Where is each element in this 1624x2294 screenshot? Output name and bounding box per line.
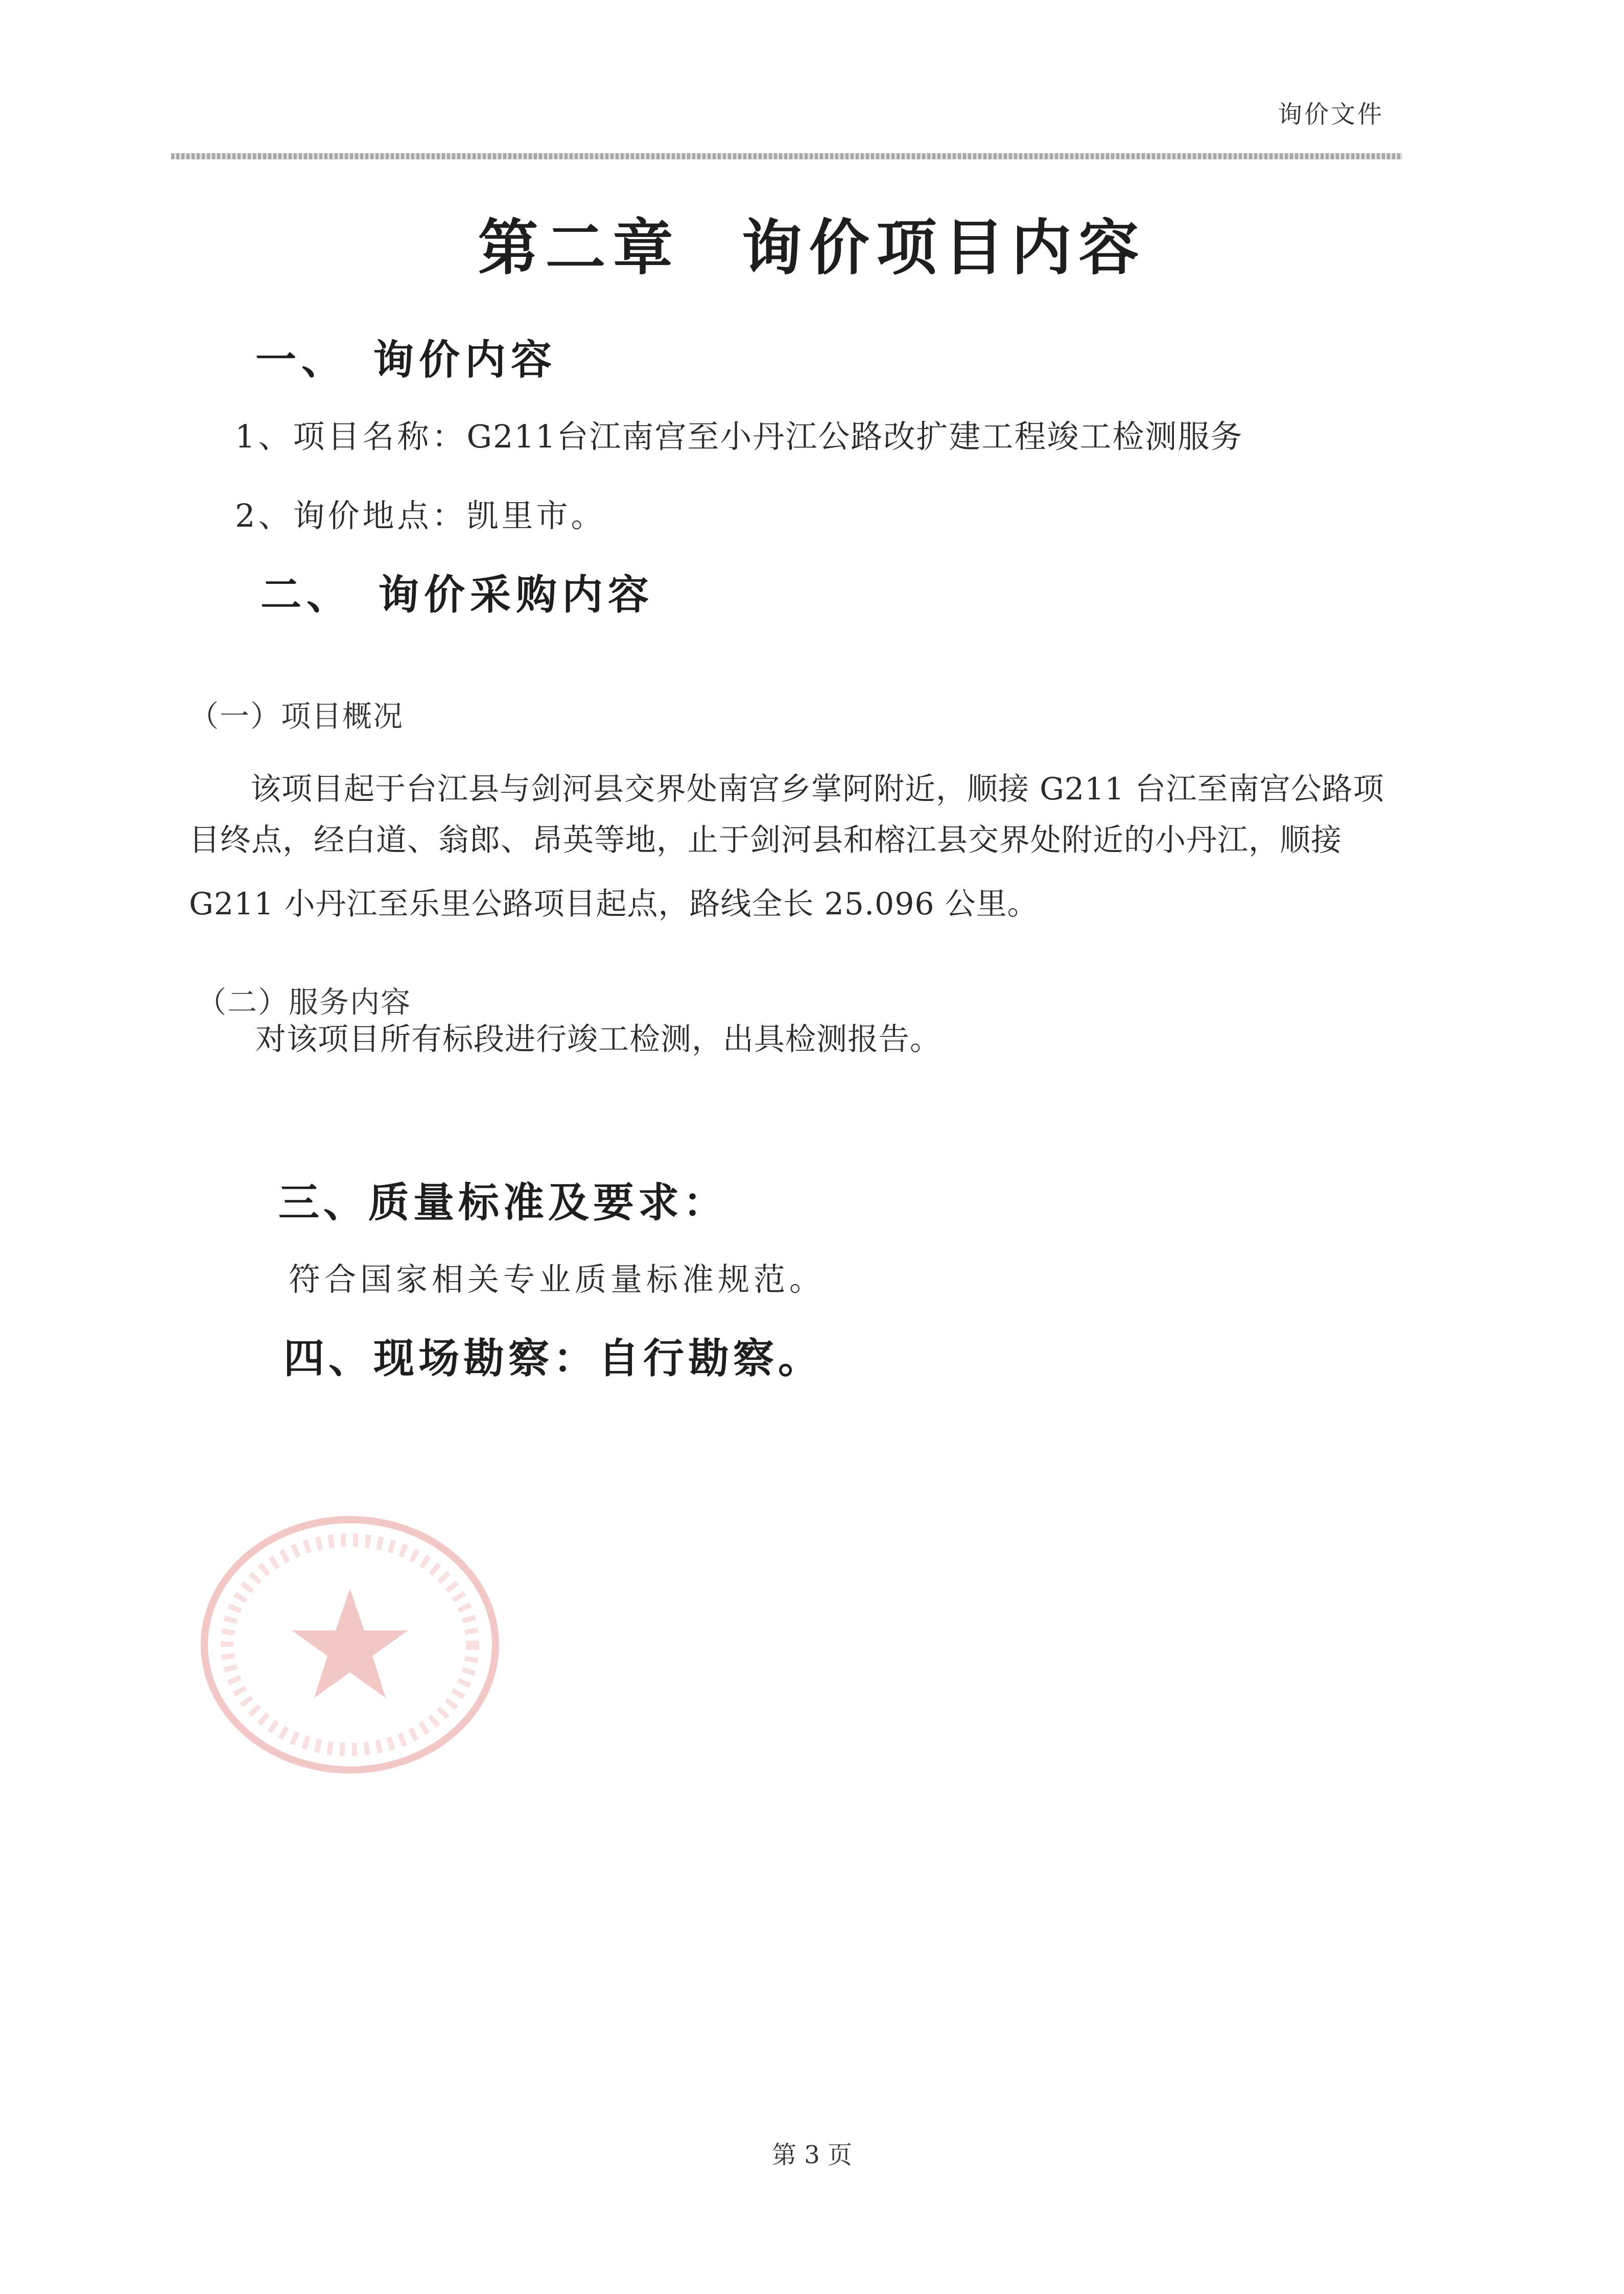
overview-line-2: 目终点，经白道、翁郎、昂英等地，止于剑河县和榕江县交界处附近的小丹江，顺接 xyxy=(189,822,1342,858)
section-heading-inquiry-content xyxy=(255,327,557,386)
project-name-item xyxy=(235,411,1243,457)
overview-line-1: 该项目起于台江县与剑河县交界处南宫乡掌阿附近，顺接 G211 台江至南宫公路项 xyxy=(250,771,1384,807)
document-header-label: 询价文件 xyxy=(1277,100,1384,129)
chapter-title-prefix: 第二章 xyxy=(478,212,680,283)
chapter-title-main: 询价项目内容 xyxy=(741,212,1146,283)
inquiry-location-item xyxy=(235,490,605,536)
item-value: G211台江南宫至小丹江公路改扩建工程竣工检测服务 xyxy=(466,418,1243,455)
section-heading-quality-standard: 三、质量标准及要求： xyxy=(278,1178,728,1226)
header-divider xyxy=(171,153,1402,159)
item-number: 1、 xyxy=(235,418,293,455)
section-title: 询价采购内容 xyxy=(378,571,654,619)
section-heading-procurement-content xyxy=(261,562,654,621)
service-content-heading: （二）服务内容 xyxy=(197,985,412,1020)
quality-standard-text: 符合国家相关专业质量标准规范。 xyxy=(289,1261,826,1298)
item-label: 项目名称： xyxy=(293,418,467,455)
item-number: 2、 xyxy=(235,497,293,534)
overview-line-3: G211 小丹江至乐里公路项目起点，路线全长 25.096 公里。 xyxy=(189,886,1039,922)
item-label: 询价地点： xyxy=(293,497,467,534)
service-content-text: 对该项目所有标段进行竣工检测，出具检测报告。 xyxy=(255,1022,941,1057)
official-seal-icon xyxy=(197,1512,503,1778)
section-title: 询价内容 xyxy=(373,336,557,384)
item-value: 凯里市。 xyxy=(466,497,606,534)
page-number: 第 3 页 xyxy=(771,2141,853,2169)
section-number: 二、 xyxy=(261,571,352,619)
project-overview-heading: （一）项目概况 xyxy=(189,699,404,734)
seal-star-icon xyxy=(292,1589,408,1698)
section-number: 一、 xyxy=(255,336,347,384)
chapter-title xyxy=(0,199,1624,286)
section-heading-site-survey: 四、现场勘察：自行勘察。 xyxy=(284,1334,823,1382)
